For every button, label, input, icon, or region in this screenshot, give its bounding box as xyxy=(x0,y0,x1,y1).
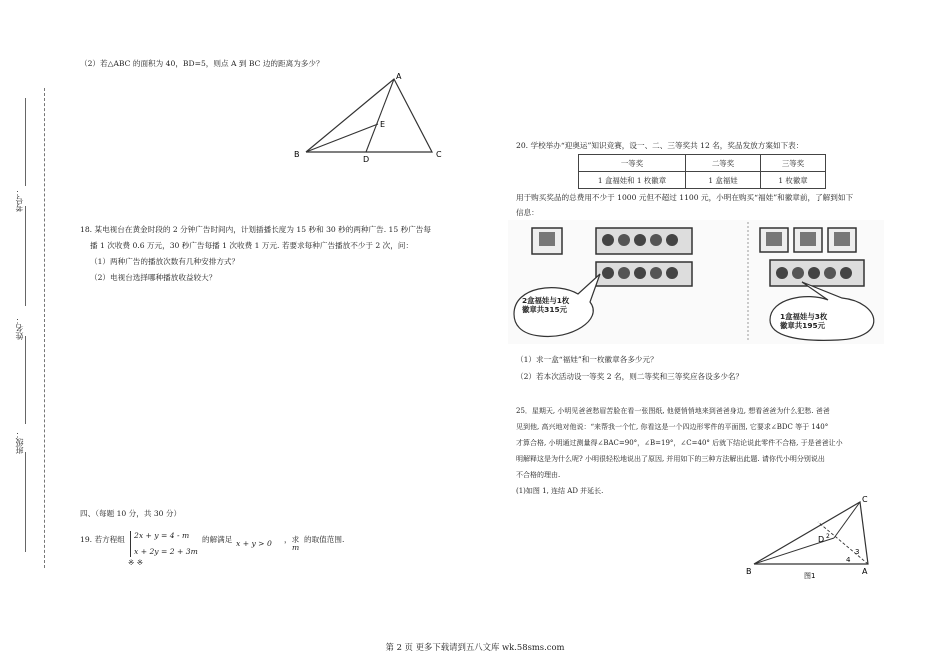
award-cell-first: 1 盒福娃和 1 枚徽章 xyxy=(579,172,686,189)
q25-line1: 25．星期天, 小明见爸爸愁眉苦脸在看一张图纸, 他便悄悄地来到爸爸身边, 想看爸爸为什么犯愁. 爸爸 xyxy=(516,407,830,415)
q25-line5: 不合格的理由. xyxy=(516,471,561,479)
figure-1 xyxy=(742,490,872,582)
fig1-label-4: 4 xyxy=(846,556,851,564)
q20-sub1: （1）求一盒“福娃”和一枚徽章各多少元？ xyxy=(516,355,658,364)
fig1-label-d: D xyxy=(818,535,825,544)
q20-after-line2: 信息： xyxy=(516,208,539,217)
fig1-caption: 图1 xyxy=(804,572,816,580)
q19-prefix: 19. 若方程组 xyxy=(80,535,125,544)
bubble-right-text xyxy=(780,312,827,330)
fig1-label-2: 2 xyxy=(826,533,830,540)
q19-end: 的取值范围. xyxy=(304,535,345,544)
bubble-right-line2: 徽章共195元 xyxy=(780,321,825,330)
award-table-row xyxy=(579,172,826,189)
class-label: 班级： xyxy=(15,430,24,454)
q19-eq1: 2x + y = 4 - m xyxy=(134,531,190,540)
sidebar-line-mid1 xyxy=(25,206,26,306)
label-c: C xyxy=(436,150,442,159)
fig1-label-c: C xyxy=(862,495,868,504)
label-a: A xyxy=(396,72,402,81)
label-d: D xyxy=(363,155,370,164)
award-header-first: 一等奖 xyxy=(579,155,686,172)
exam-number-label: 考号： xyxy=(15,188,24,212)
q20-text: 20. 学校举办“迎奥运”知识竞赛，设一、二、三等奖共 12 名，奖品发放方案如下表： xyxy=(516,141,804,150)
sidebar-line-mid2 xyxy=(25,336,26,424)
bubble-right-line1: 1盒福娃与3枚 xyxy=(780,312,828,321)
label-b: B xyxy=(294,150,300,159)
name-label: 姓名： xyxy=(15,316,24,340)
award-header-third: 三等奖 xyxy=(761,155,826,172)
cut-line xyxy=(44,88,45,568)
q18-line2: 播 1 次收费 0.6 万元，30 秒广告每播 1 次收费 1 万元. 若要求每种广告播放不少于 2 次，问： xyxy=(90,241,414,250)
award-cell-second: 1 盒福娃 xyxy=(686,172,761,189)
award-table-header-row xyxy=(579,155,826,172)
award-cell-third: 1 枚徽章 xyxy=(761,172,826,189)
triangle-figure xyxy=(290,70,450,165)
q19-eq2: x + 2y = 2 + 3m xyxy=(134,547,198,556)
q25-sub1: (1)如图 1, 连结 AD 并延长. xyxy=(516,487,604,495)
q25-line3: 才算合格, 小明通过测量得∠BAC=90°，∠B=19°，∠C=40° 后就下结论说此零件不合格, 于是爸爸让小 xyxy=(516,439,843,447)
q19-condition: x + y > 0 xyxy=(236,539,272,548)
award-table xyxy=(578,154,826,189)
q19-marks: ※ ※ xyxy=(128,558,144,567)
q25-line4: 明解释这是为什么呢? 小明很轻松地说出了原因, 并用如下的三种方法解出此题. 请你代小明分别说出 xyxy=(516,455,825,463)
fig1-label-b: B xyxy=(746,567,752,576)
product-photo xyxy=(508,220,884,344)
section-four-heading: 四、（每题 10 分，共 30 分） xyxy=(80,509,182,518)
page-footer: 第 2 页 更多下载请到五八文库 wk.58sms.com xyxy=(385,642,565,652)
sidebar-line-bottom xyxy=(25,452,26,552)
q2-text: （2）若△ABC 的面积为 40，BD=5，则点 A 到 BC 边的距离为多少？ xyxy=(80,59,324,68)
label-e: E xyxy=(380,120,386,129)
q19-middle: 的解满足 xyxy=(202,535,233,544)
q20-sub2: （2）若本次活动设一等奖 2 名，则二等奖和三等奖应各设多少名？ xyxy=(516,372,744,381)
q19-variable: m xyxy=(292,543,300,552)
q25-line2: 见到他, 高兴地对他说：“来帮我一个忙, 你看这是一个四边形零件的平面图, 它要求∠BDC 等于 140° xyxy=(516,423,829,431)
fig1-label-3: 3 xyxy=(855,548,860,556)
q18-sub2: （2）电视台选择哪种播放收益较大？ xyxy=(90,273,217,282)
q18-line1: 18. 某电视台在黄金时段的 2 分钟广告时间内，计划插播长度为 15 秒和 30 秒的两种广告. 15 秒广告每 xyxy=(80,225,431,234)
sidebar-line-top xyxy=(25,98,26,186)
q20-after-line1: 用于购买奖品的总费用不少于 1000 元但不超过 1100 元，小明在购买“福娃”和徽章前，了解到如下 xyxy=(516,193,854,202)
product-illustration xyxy=(508,220,884,344)
bubble-left-line1: 2盒福娃与1枚 xyxy=(522,296,570,305)
award-header-second: 二等奖 xyxy=(686,155,761,172)
bubble-left-text xyxy=(522,296,569,314)
q18-sub1: （1）两种广告的播放次数有几种安排方式？ xyxy=(90,257,240,266)
q19-suffix: ，求 xyxy=(284,535,300,544)
fig1-label-a: A xyxy=(862,567,868,576)
bubble-left-line2: 徽章共315元 xyxy=(522,305,567,314)
